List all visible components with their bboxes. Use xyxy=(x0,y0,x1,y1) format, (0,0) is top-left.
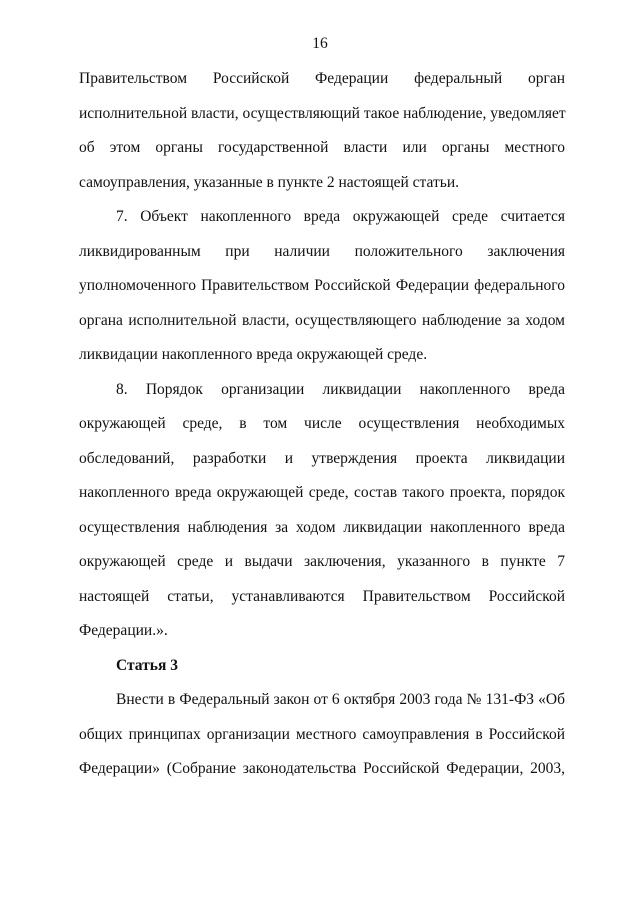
text-line: настоящей статьи, устанавливаются Правительством Российской xyxy=(79,587,565,605)
text-line: окружающей среде, в том числе осуществления необходимых xyxy=(79,415,565,432)
text-line: общих принципах организации местного самоуправления в Российской xyxy=(79,725,565,743)
text-line: осуществления наблюдения за ходом ликвидации накопленного вреда xyxy=(79,518,565,536)
text-line: Федерации» (Собрание законодательства Российской Федерации, 2003, xyxy=(79,760,565,777)
text-line: органа исполнительной власти, осуществляющего наблюдение за ходом xyxy=(79,311,565,329)
text-line: Федерации.». xyxy=(79,622,168,639)
text-line: Правительством Российской Федерации федеральный орган xyxy=(79,70,565,87)
article-paragraph xyxy=(79,683,565,787)
paragraph-item-8 xyxy=(79,373,565,649)
text-line: обследований, разработки и утверждения проекта ликвидации xyxy=(79,449,565,467)
text-line: 7. Объект накопленного вреда окружающей среде считается xyxy=(116,208,565,225)
document-body xyxy=(79,62,565,787)
text-line: ликвидации накопленного вреда окружающей среде. xyxy=(79,346,428,363)
text-line: уполномоченного Правительством Российской Федерации федерального xyxy=(79,277,565,294)
paragraph-item-7 xyxy=(79,200,565,373)
paragraph-continuation xyxy=(79,62,565,200)
text-line: самоуправления, указанные в пункте 2 настоящей статьи. xyxy=(79,173,460,191)
text-line: окружающей среде и выдачи заключения, указанного в пункте 7 xyxy=(79,553,565,570)
text-line: 8. Порядок организации ликвидации накопленного вреда xyxy=(116,380,565,398)
text-line: об этом органы государственной власти или органы местного xyxy=(79,139,565,156)
text-line: Внести в Федеральный закон от 6 октября 2003 года № 131-ФЗ «Об xyxy=(116,691,565,708)
page-number: 16 xyxy=(312,35,328,52)
text-line: исполнительной власти, осуществляющий такое наблюдение, уведомляет xyxy=(79,104,566,122)
text-line: накопленного вреда окружающей среде, состав такого проекта, порядок xyxy=(79,484,565,501)
text-line: ликвидированным при наличии положительного заключения xyxy=(79,242,565,260)
article-heading: Статья 3 xyxy=(116,656,178,674)
